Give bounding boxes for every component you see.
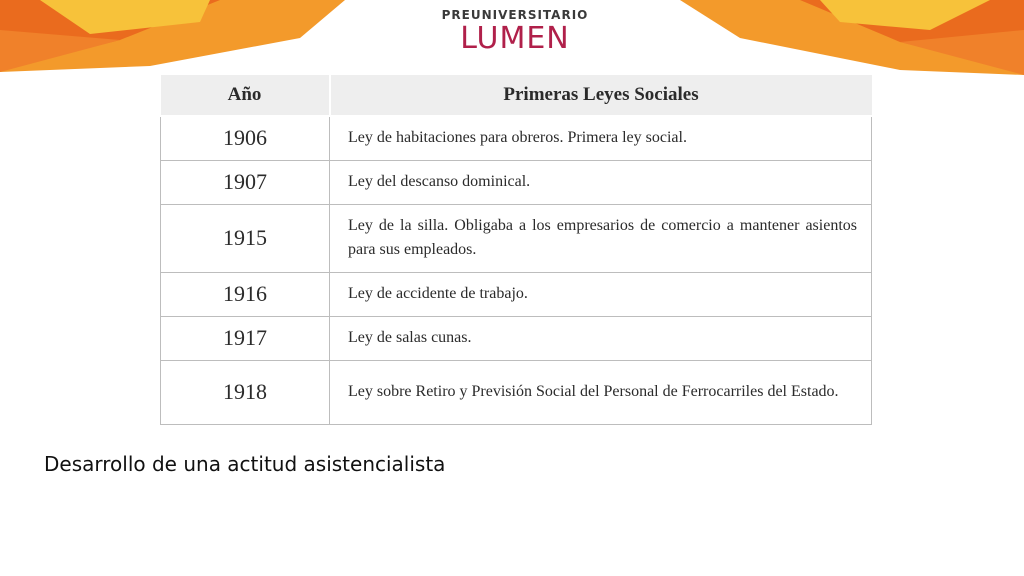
header-year: Año — [161, 75, 330, 116]
law-cell: Ley de salas cunas. — [330, 316, 872, 360]
year-cell: 1917 — [161, 316, 330, 360]
slide-caption: Desarrollo de una actitud asistencialista — [44, 452, 446, 476]
law-cell: Ley del descanso dominical. — [330, 160, 872, 204]
table-row — [161, 360, 872, 424]
law-cell: Ley de la silla. Obligaba a los empresarios de comercio a mantener asientos para sus empleados. — [330, 204, 872, 272]
year-cell: 1907 — [161, 160, 330, 204]
year-cell: 1915 — [161, 204, 330, 272]
table-row — [161, 204, 872, 272]
table-row — [161, 316, 872, 360]
year-cell: 1916 — [161, 272, 330, 316]
social-laws-table — [160, 75, 872, 425]
year-cell: 1906 — [161, 116, 330, 160]
law-cell: Ley sobre Retiro y Previsión Social del Personal de Ferrocarriles del Estado. — [330, 360, 872, 424]
logo-title: LUMEN — [460, 21, 570, 56]
header-law: Primeras Leyes Sociales — [330, 75, 872, 116]
lumen-logo — [440, 8, 590, 54]
logo-subtitle: PREUNIVERSITARIO — [441, 8, 589, 22]
table-row — [161, 272, 872, 316]
year-cell: 1918 — [161, 360, 330, 424]
table-row — [161, 160, 872, 204]
law-cell: Ley de habitaciones para obreros. Primera ley social. — [330, 116, 872, 160]
table-row — [161, 116, 872, 160]
law-cell: Ley de accidente de trabajo. — [330, 272, 872, 316]
table-header-row — [161, 75, 872, 116]
